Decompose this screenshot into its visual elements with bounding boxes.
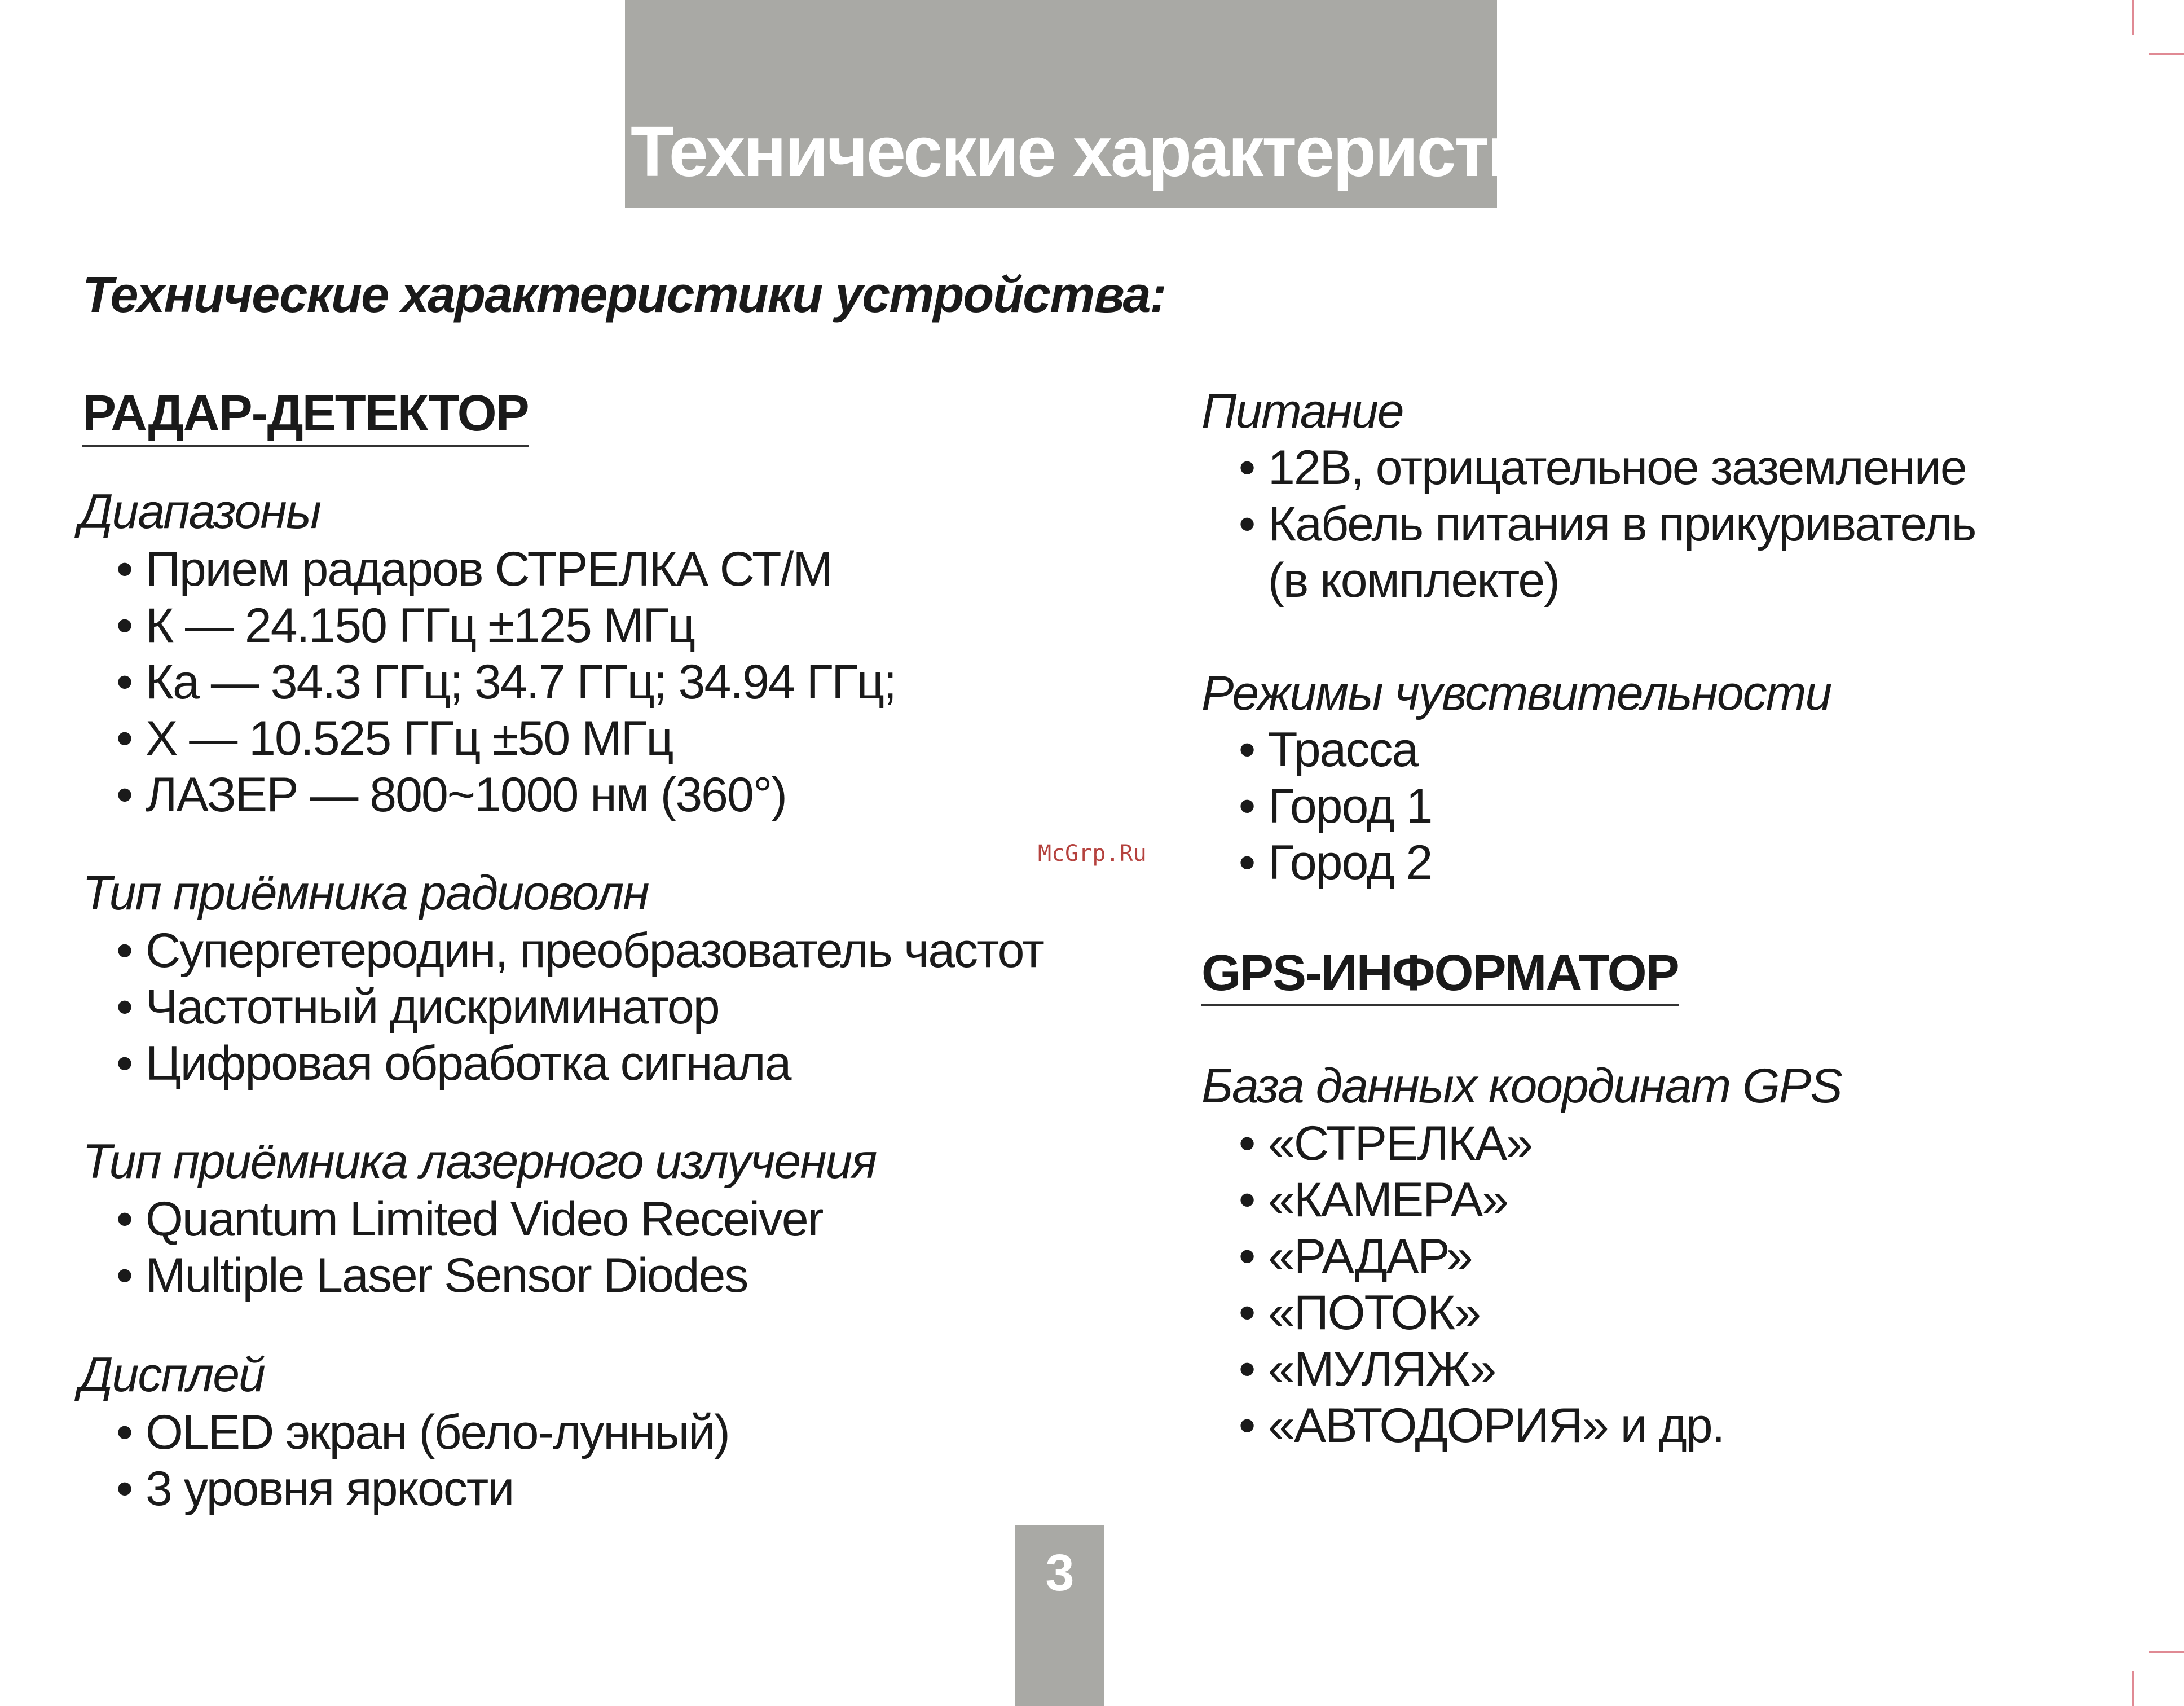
group-title-radio-receiver: Тип приёмника радиоволн: [82, 866, 649, 920]
group-title-ranges: Диапазоны: [79, 485, 320, 539]
list-item: • ЛАЗЕР — 800~1000 нм (360°): [116, 768, 786, 822]
bullet-icon: •: [116, 1462, 133, 1516]
list-item: • Ка — 34.3 ГГц; 34.7 ГГц; 34.94 ГГц;: [116, 655, 896, 709]
list-item: • 12В, отрицательное заземление: [1239, 441, 1966, 495]
bullet-icon: •: [1239, 1342, 1255, 1396]
bullet-icon: •: [116, 542, 133, 596]
group-title-gps-database: База данных координат GPS: [1201, 1059, 1842, 1113]
list-item: • Прием радаров СТРЕЛКА СТ/М: [116, 542, 833, 596]
bullet-icon: •: [1239, 497, 1255, 551]
list-item: • Кабель питания в прикуриватель: [1239, 497, 1976, 551]
bullet-icon: •: [116, 924, 133, 978]
list-item: • Трасса: [1239, 723, 1418, 777]
list-item: • «ПОТОК»: [1239, 1286, 1481, 1340]
page-title: Технические характеристики: [631, 112, 1606, 191]
bullet-icon: •: [116, 655, 133, 709]
bullet-icon: •: [1239, 836, 1255, 890]
list-item: • «КАМЕРА»: [1239, 1173, 1508, 1227]
bullet-icon: •: [116, 1405, 133, 1459]
list-item: • OLED экран (бело-лунный): [116, 1405, 729, 1459]
list-item: • «АВТОДОРИЯ» и др.: [1239, 1399, 1724, 1453]
group-title-sensitivity-modes: Режимы чувствительности: [1201, 666, 1831, 720]
watermark-text: McGrp.Ru: [1038, 841, 1147, 867]
list-item: • Частотный дискриминатор: [116, 980, 719, 1034]
group-title-power: Питание: [1201, 384, 1403, 438]
bullet-icon: •: [116, 768, 133, 822]
list-item: • К — 24.150 ГГц ±125 МГц: [116, 599, 695, 653]
list-item: • «МУЛЯЖ»: [1239, 1342, 1496, 1396]
crop-mark: [2132, 1671, 2134, 1706]
bullet-icon: •: [1239, 1399, 1255, 1453]
crop-mark: [2132, 0, 2134, 35]
list-item: • «СТРЕЛКА»: [1239, 1116, 1533, 1171]
bullet-icon: •: [1239, 1286, 1255, 1340]
group-title-laser-receiver: Тип приёмника лазерного излучения: [82, 1135, 877, 1189]
list-item-continuation: (в комплекте): [1268, 553, 1559, 608]
list-item: • Quantum Limited Video Receiver: [116, 1192, 823, 1246]
bullet-icon: •: [1239, 1229, 1255, 1283]
list-item: • Супергетеродин, преобразователь частот: [116, 924, 1043, 978]
bullet-icon: •: [116, 980, 133, 1034]
bullet-icon: •: [1239, 1116, 1255, 1171]
bullet-icon: •: [1239, 723, 1255, 777]
crop-mark: [2149, 53, 2184, 55]
section-heading-gps-informer: GPS-ИНФОРМАТОР: [1201, 948, 1679, 1006]
list-item: • Multiple Laser Sensor Diodes: [116, 1248, 748, 1303]
list-item: • Х — 10.525 ГГц ±50 МГц: [116, 711, 673, 766]
bullet-icon: •: [116, 1036, 133, 1091]
bullet-icon: •: [1239, 441, 1255, 495]
bullet-icon: •: [116, 1192, 133, 1246]
list-item: • Город 2: [1239, 836, 1432, 890]
bullet-icon: •: [1239, 1173, 1255, 1227]
list-item: • Цифровая обработка сигнала: [116, 1036, 791, 1091]
crop-mark: [2149, 1651, 2184, 1653]
section-heading-radar-detector: РАДАР-ДЕТЕКТОР: [82, 388, 529, 447]
list-item: • 3 уровня яркости: [116, 1462, 514, 1516]
bullet-icon: •: [116, 1248, 133, 1303]
bullet-icon: •: [1239, 779, 1255, 833]
list-item: • «РАДАР»: [1239, 1229, 1472, 1283]
bullet-icon: •: [116, 599, 133, 653]
document-subtitle: Технические характеристики устройства:: [82, 267, 1166, 323]
bullet-icon: •: [116, 711, 133, 766]
group-title-display: Дисплей: [79, 1348, 265, 1402]
page-number: 3: [1045, 1544, 1075, 1602]
list-item: • Город 1: [1239, 779, 1432, 833]
